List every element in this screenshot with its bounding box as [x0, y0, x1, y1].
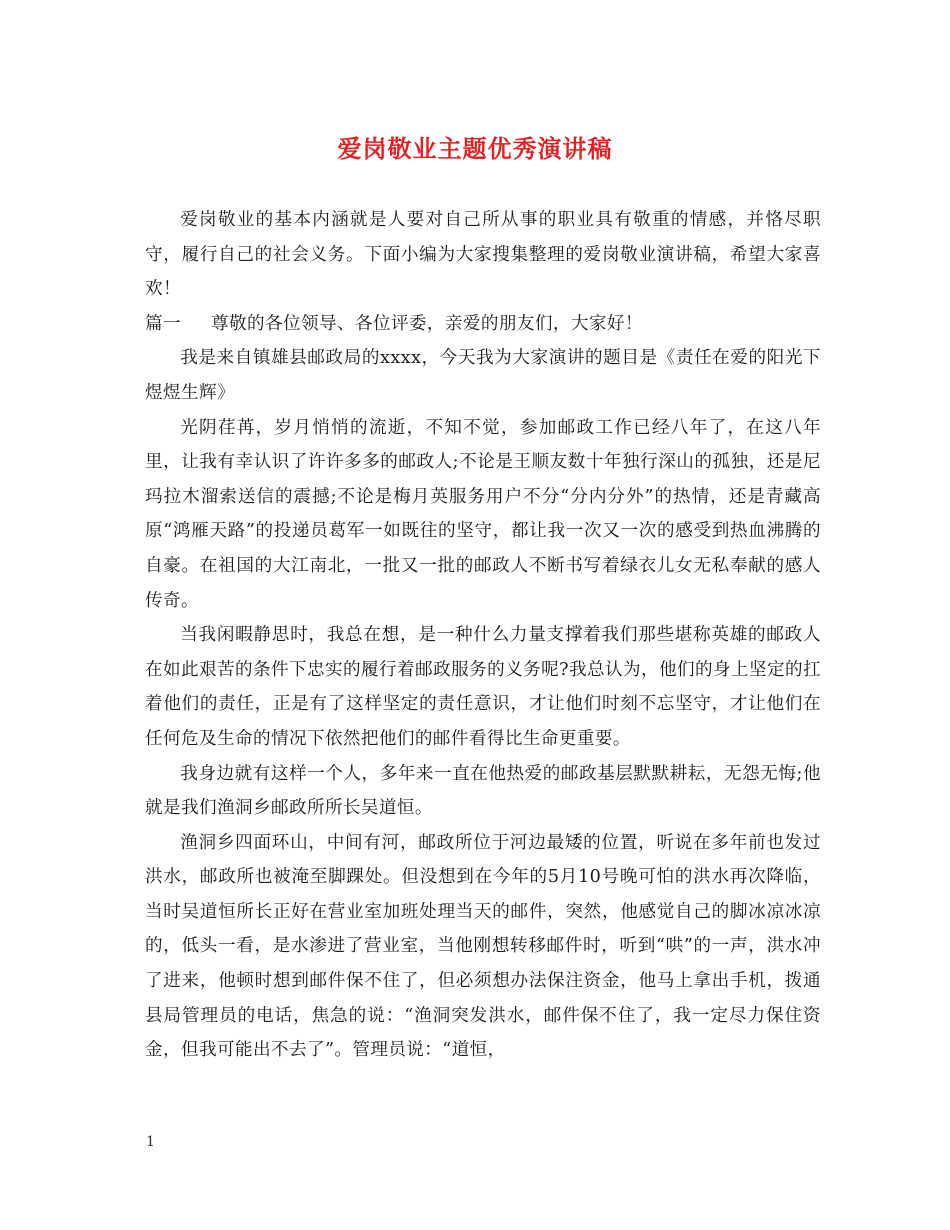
body-paragraph: 当我闲暇静思时，我总在想，是一种什么力量支撑着我们那些堪称英雄的邮政人在如此艰苦的条件下忠实的履行着邮政服务的义务呢?我总认为，他们的身上坚定的扛着他们的责任，正是有了这样坚定的责任意识，才让他们时刻不忘坚守，才让他们在任何危及生命的情况下依然把他们的邮件看得比生命更重要。 [145, 625, 821, 749]
document-body [145, 203, 821, 1068]
body-paragraph: 光阴荏苒，岁月悄悄的流逝，不知不觉，参加邮政工作已经八年了，在这八年里，让我有幸认识了许许多多的邮政人;不论是王顺友数十年独行深山的孤独，还是尼玛拉木溜索送信的震撼;不论是梅月英服务用户不分“分内分外”的热情，还是青藏高原“鸿雁天路”的投递员葛军一如既往的坚守，都让我一次又一次的感受到热血沸腾的自豪。在祖国的大江南北，一批又一批的邮政人不断书写着绿衣儿女无私奉献的感人传奇。 [145, 417, 821, 611]
greeting-line [145, 307, 821, 342]
body-paragraph: 渔洞乡四面环山，中间有河，邮政所位于河边最矮的位置，听说在多年前也发过洪水，邮政所也被淹至脚踝处。但没想到在今年的5月10号晚可怕的洪水再次降临，当时吴道恒所长正好在营业室加班处理当天的邮件，突然，他感觉自己的脚冰凉冰凉的，低头一看，是水渗进了营业室，当他刚想转移邮件时，听到“哄”的一声，洪水冲了进来，他顿时想到邮件保不住了，但必须想办法保注资金，他马上拿出手机，拨通县局管理员的电话，焦急的说：“渔洞突发洪水，邮件保不住了，我一定尽力保住资金，但我可能出不去了”。管理员说：“道恒， [145, 832, 821, 1061]
section-label: 篇一 [145, 313, 181, 334]
intro-paragraph: 爱岗敬业的基本内涵就是人要对自己所从事的职业具有敬重的情感，并恪尽职守，履行自己的社会义务。下面小编为大家搜集整理的爱岗敬业演讲稿，希望大家喜欢！ [145, 210, 821, 300]
body-paragraph: 我是来自镇雄县邮政局的xxxx，今天我为大家演讲的题目是《责任在爱的阳光下煜煜生辉》 [145, 348, 821, 403]
body-paragraph: 我身边就有这样一个人，多年来一直在他热爱的邮政基层默默耕耘，无怨无悔;他就是我们渔洞乡邮政所所长吴道恒。 [145, 763, 821, 819]
greeting-text: 尊敬的各位领导、各位评委，亲爱的朋友们，大家好！ [211, 313, 643, 334]
page-number: 1 [146, 1134, 155, 1150]
document-title: 爱岗敬业主题优秀演讲稿 [337, 134, 613, 163]
